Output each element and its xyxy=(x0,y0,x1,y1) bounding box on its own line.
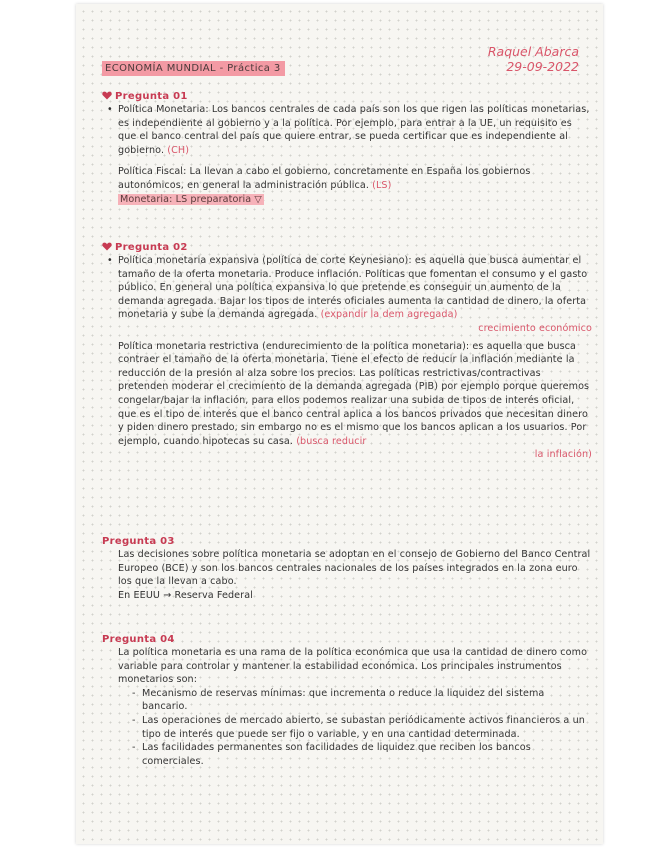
q1-text-monetaria: Política Monetaria: Los bancos centrales de cada país son los que rigen las políticas monetarias, es independiente al gobierno y a la política. Por ejemplo, para entrar a la UE, un requisito es que el banco central del país que quiere entrar, se pueda certificar que es independiente al gobierno. xyxy=(118,104,590,156)
question-4-heading: Pregunta 04 xyxy=(102,634,175,645)
q2-text-restrictiva: Política monetaria restrictiva (endurecimiento de la política monetaria): es aquella que busca contraer el tamaño de la oferta monetaria. Tiene el efecto de reducir la inflación mediante la reducción de la presión al alza sobre los precios. Las políticas restrictivas/contractivas pretenden moderar el crecimiento de la demanda agregada (PIB) por ejemplo porque queremos congelar/bajar la inflación, para ellos podemos realizar una subida de tipos de interés oficial, que es el tipo de interés que el banco central aplica a los bancos privados que necesitan dinero y piden dinero prestado, sin embargo no es el mismo que los bancos aplican a los usuarios. Por ejemplo, cuando hipotecas su casa. xyxy=(118,340,590,447)
q2-text-expansiva: Política monetaria expansiva (política de corte Keynesiano): es aquella que busca aumentar el tamaño de la oferta monetaria. Produce inflación. Políticas que fomentan el consumo y el gasto público. En general una política expansiva lo que pretende es conseguir un aumento de la demanda agregada. Bajar los tipos de interés oficiales aumenta la cantidad de dinero, la oferta monetaria y sube la demanda agregada. xyxy=(118,255,588,321)
paragraph xyxy=(102,254,592,322)
date: 29-09-2022 xyxy=(506,59,579,74)
list-item: - Las facilidades permanentes son facilidades de liquidez que reciben los bancos comerciales. xyxy=(132,741,592,768)
heart-icon xyxy=(102,242,112,251)
q1-text-fiscal: Política Fiscal: La llevan a cabo el gobierno, concretamente en España los gobiernos autonómicos, en general la administración pública. xyxy=(118,166,531,191)
page-title: ECONOMÍA MUNDIAL - Práctica 3 xyxy=(102,61,285,76)
paragraph xyxy=(102,340,592,449)
author-block xyxy=(488,44,579,74)
instrument-list xyxy=(102,687,592,769)
question-2-label: Pregunta 02 xyxy=(115,242,188,253)
question-1-heading xyxy=(102,90,592,103)
question-1 xyxy=(102,90,592,206)
author-name: Raquel Abarca xyxy=(487,44,579,59)
question-2-heading xyxy=(102,241,592,254)
question-4 xyxy=(102,633,592,768)
question-1-label: Pregunta 01 xyxy=(115,91,188,102)
note: (busca reducir xyxy=(296,435,367,447)
heart-icon xyxy=(102,91,112,100)
q3-text-eeuu: En EEUU → Reserva Federal xyxy=(118,589,253,601)
q3-text: Las decisiones sobre política monetaria se adoptan en el consejo de Gobierno del Banco Central Europeo (BCE) y son los bancos centrales nacionales de los países integrados en la zona euro los que la llevan a cabo. xyxy=(118,549,591,588)
list-item: - Mecanismo de reservas mínimas: que incrementa o reduce la liquidez del sistema bancario. xyxy=(132,687,592,714)
q4-text: La política monetaria es una rama de la política económica que usa la cantidad de dinero como variable para controlar y mantener la estabilidad económica. Los principales instrumentos monetarios son: xyxy=(118,647,588,686)
note: (expandir la dem agregada) xyxy=(320,309,458,321)
paragraph xyxy=(102,103,592,157)
highlight-note: Monetaria: LS preparatoria ▽ xyxy=(120,193,262,205)
note: (CH) xyxy=(167,144,190,156)
note: (LS) xyxy=(372,179,392,191)
paragraph xyxy=(102,165,592,192)
question-2 xyxy=(102,241,592,462)
question-3 xyxy=(102,535,592,602)
notebook-page xyxy=(76,4,603,844)
note: crecimiento económico xyxy=(478,322,592,334)
question-3-heading: Pregunta 03 xyxy=(102,536,175,547)
note: la inflación) xyxy=(534,449,592,461)
list-item: - Las operaciones de mercado abierto, se subastan periódicamente activos financieros a un tipo de interés que puede ser fijo o variable, y en una cantidad determinada. xyxy=(132,714,592,741)
paragraph xyxy=(102,193,592,207)
